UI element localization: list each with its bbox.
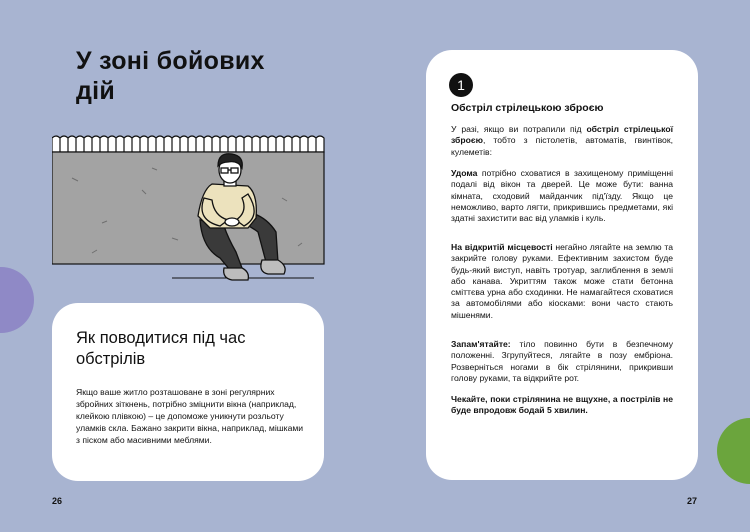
decorative-circle-purple <box>0 267 34 333</box>
open-area-paragraph <box>451 242 673 321</box>
decorative-circle-green <box>717 418 750 484</box>
intro-text-start: У разі, якщо ви потрапили під <box>451 124 587 134</box>
open-area-bold: На відкритій місцевості <box>451 242 553 252</box>
section-heading: Обстріл стрілецькою зброєю <box>451 102 604 114</box>
fence-top <box>52 136 324 152</box>
card-heading: Як поводитися під час обстрілів <box>76 329 246 368</box>
page-number-right: 27 <box>687 496 698 506</box>
small-arms-card <box>426 50 698 480</box>
man-sitting-by-wall-illustration <box>52 128 327 298</box>
intro-paragraph <box>451 124 673 158</box>
page-number-left: 26 <box>52 496 63 506</box>
shelling-behavior-card <box>52 303 324 481</box>
remember-paragraph <box>451 339 673 384</box>
card-text: Якщо ваше житло розташоване в зоні регулярних збройних зіткнень, потрібно зміцнити вікна (наприклад, клейкою плівкою) – це допоможе уникнути розльоту уламків скла. Бажано закрити вікна, наприклад, мішками з піском або масивними меблями. <box>76 387 304 445</box>
remember-bold: Запам'ятайте: <box>451 339 511 349</box>
wall <box>52 152 324 264</box>
page-title: У зоні бойових дій <box>76 47 265 105</box>
open-area-text: негайно лягайте на землю та закрийте голову руками. Ефективним захистом буде будь-який виступ, навіть тротуар, заглиблення в землі або канава. Укриттям також може стати бетонна сміттєва урна або сходинки. Не намагайтеся сховатися за автомобілями або кіосками: вони часто стають мішенями. <box>451 242 673 320</box>
final-paragraph: Чекайте, поки стрілянина не вщухне, а пострілів не буде впродовж бодай 5 хвилин. <box>451 394 673 416</box>
home-bold: Удома <box>451 168 478 178</box>
home-paragraph <box>451 168 673 224</box>
section-number-badge: 1 <box>449 73 473 97</box>
intro-bold: обстріл стрілецької зброєю <box>451 124 673 146</box>
intro-text-end: , тобто з пістолетів, автоматів, гвинтівок, кулеметів: <box>451 135 673 157</box>
remember-text: тіло повинно бути в безпечному положенні. Згрупуйтеся, лягайте в позу ембріона. Розверніться ногами в бік стрілянини, прикривши голову руками, та відкрийте рот. <box>451 339 673 383</box>
home-text: потрібно сховатися в захищеному приміщенні подалі від вікон та дверей. Це може бути: ванна кімната, сходовий майданчик під'їзду. Якщо це неможливо, варто лягти, прикрившись предметами, які здатні захистити вас від уламків і куль. <box>451 168 673 224</box>
